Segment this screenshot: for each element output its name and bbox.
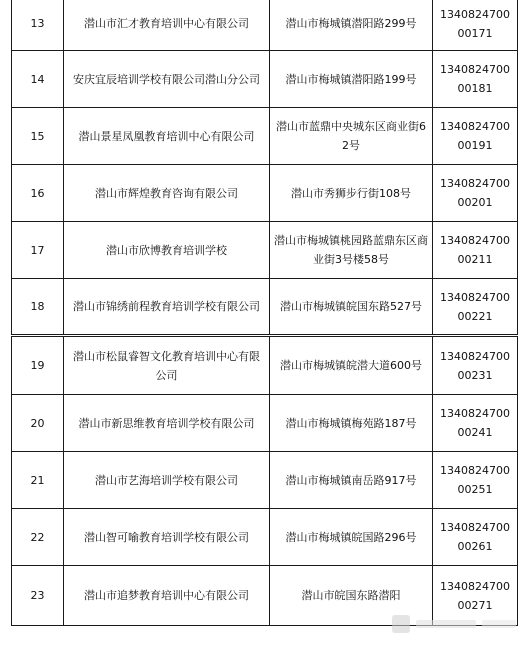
table-row [12, 452, 518, 509]
institution-name: 潜山市汇才教育培训中心有限公司 [64, 0, 270, 51]
row-number: 16 [12, 165, 64, 222]
institution-name: 潜山市欣博教育培训学校 [64, 222, 270, 279]
institution-address: 潜山市秀狮步行街108号 [270, 165, 433, 222]
table-row [12, 165, 518, 222]
row-number: 14 [12, 51, 64, 108]
institution-name: 潜山智可喻教育培训学校有限公司 [64, 509, 270, 566]
row-number: 17 [12, 222, 64, 279]
institution-name: 潜山市松鼠睿智文化教育培训中心有限公司 [64, 336, 270, 395]
institution-address: 潜山市梅城镇桃园路蓝鼎东区商业街3号楼58号 [270, 222, 433, 279]
institution-name: 潜山市新思维教育培训学校有限公司 [64, 395, 270, 452]
institution-address: 潜山市梅城镇皖国东路527号 [270, 279, 433, 336]
institution-table [11, 0, 518, 626]
row-number: 15 [12, 108, 64, 165]
registration-code: 134082470000201 [433, 165, 518, 222]
table-row [12, 395, 518, 452]
institution-address: 潜山市梅城镇梅苑路187号 [270, 395, 433, 452]
row-number: 13 [12, 0, 64, 51]
institution-name: 潜山市艺海培训学校有限公司 [64, 452, 270, 509]
table-row [12, 108, 518, 165]
registration-code: 134082470000251 [433, 452, 518, 509]
row-number: 20 [12, 395, 64, 452]
institution-name: 潜山市辉煌教育咨询有限公司 [64, 165, 270, 222]
institution-name: 安庆宜辰培训学校有限公司潜山分公司 [64, 51, 270, 108]
table-row [12, 51, 518, 108]
institution-address: 潜山市梅城镇皖潜大道600号 [270, 336, 433, 395]
row-number: 21 [12, 452, 64, 509]
row-number: 18 [12, 279, 64, 336]
institution-address: 潜山市梅城镇潜阳路199号 [270, 51, 433, 108]
row-number: 23 [12, 566, 64, 626]
institution-name: 潜山市追梦教育培训中心有限公司 [64, 566, 270, 626]
registration-code: 134082470000271 [433, 566, 518, 626]
registration-code: 134082470000191 [433, 108, 518, 165]
institution-address: 潜山市梅城镇南岳路917号 [270, 452, 433, 509]
table-row [12, 336, 518, 395]
registration-code: 134082470000231 [433, 336, 518, 395]
institution-name: 潜山景星凤凰教育培训中心有限公司 [64, 108, 270, 165]
registration-code: 134082470000261 [433, 509, 518, 566]
registration-code: 134082470000241 [433, 395, 518, 452]
institution-address: 潜山市蓝鼎中央城东区商业街62号 [270, 108, 433, 165]
table-row [12, 222, 518, 279]
table-row [12, 566, 518, 626]
table-row [12, 279, 518, 336]
registration-code: 134082470000171 [433, 0, 518, 51]
institution-address: 潜山市梅城镇潜阳路299号 [270, 0, 433, 51]
institution-address: 潜山市梅城镇皖国路296号 [270, 509, 433, 566]
table-row [12, 509, 518, 566]
institution-address: 潜山市皖国东路潜阳 [270, 566, 433, 626]
registration-code: 134082470000221 [433, 279, 518, 336]
row-number: 19 [12, 336, 64, 395]
registration-code: 134082470000211 [433, 222, 518, 279]
registration-code: 134082470000181 [433, 51, 518, 108]
table-row [12, 0, 518, 51]
institution-name: 潜山市锦绣前程教育培训学校有限公司 [64, 279, 270, 336]
row-number: 22 [12, 509, 64, 566]
